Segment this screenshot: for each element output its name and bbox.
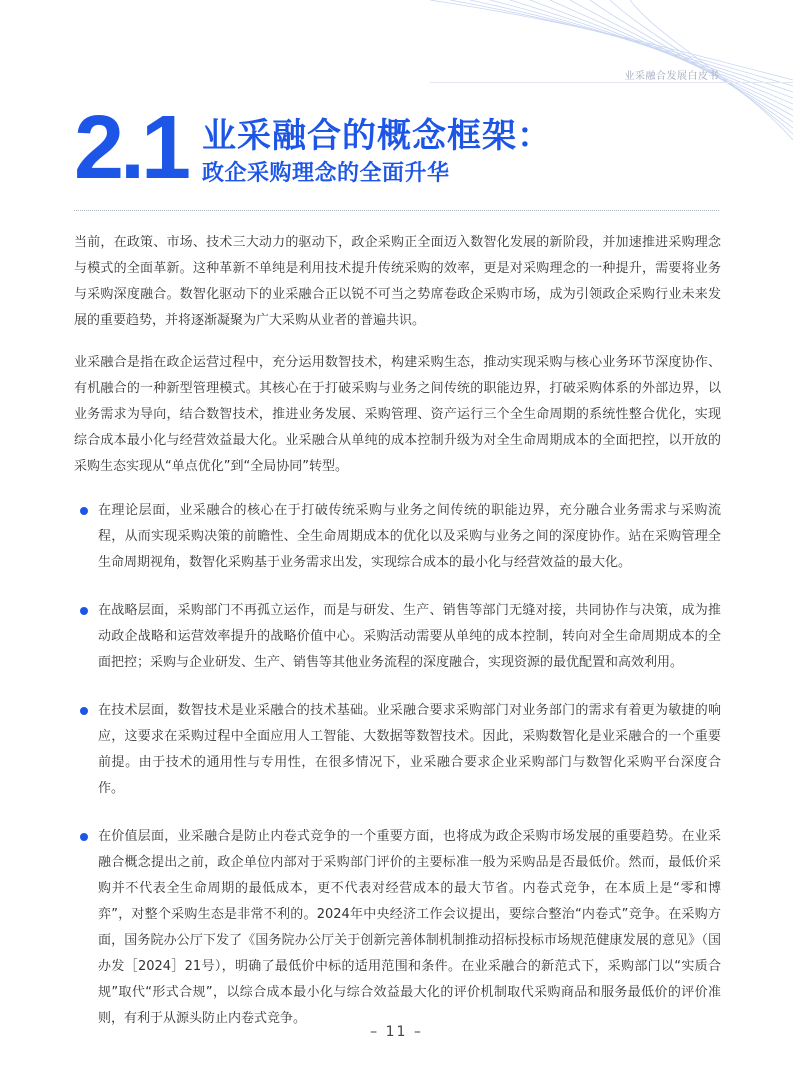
body-text [74,230,721,1054]
bullet-item-theory [74,498,721,576]
chapter-subtitle: 政企采购理念的全面升华 [202,161,450,186]
bullet-text: 在技术层面，数智技术是业采融合的技术基础。业采融合要求采购部门对业务部门的需求有着更为敏捷的响应，这要求在采购过程中全面应用人工智能、大数据等数智技术。因此，采购数智化是业采融合的一个重要前提。由于技术的通用性与专用性，在很多情况下，业采融合要求企业采购部门与数智化采购平台深度合作。 [98,703,721,796]
paragraph-intro: 当前，在政策、市场、技术三大动力的驱动下，政企采购正全面迈入数智化发展的新阶段，并加速推进采购理念与模式的全面革新。这种革新不单纯是利用技术提升传统采购的效率，更是对采购理念的一种提升，需要将业务与采购深度融合。数智化驱动下的业采融合正以锐不可当之势席卷政企采购市场，成为引领政企采购行业未来发展的重要趋势，并将逐渐凝聚为广大采购从业者的普遍共识。 [74,235,721,328]
bullet-dot-icon [80,833,88,841]
chapter-number: 2.1 [74,98,188,198]
chapter-title: 业采融合的概念框架： [202,116,552,156]
bullet-item-technology [74,698,721,802]
bullet-dot-icon [80,707,88,715]
running-header: 业采融合发展白皮书 [624,71,719,82]
bullet-text: 在价值层面，业采融合是防止内卷式竞争的一个重要方面，也将成为政企采购市场发展的重要趋势。在业采融合概念提出之前，政企单位内部对于采购部门评价的主要标准一般为采购品是否最低价。然而，最低价采购并不代表全生命周期的最低成本，更不代表对经营成本的最大节省。内卷式竞争，在本质上是“零和博弈”，对整个采购生态是非常不利的。2024年中央经济工作会议提出，要综合整治“内卷式”竞争。在采购方面，国务院办公厅下发了《国务院办公厅关于创新完善体制机制推动招标投标市场规范健康发展的意见》（国办发［2024］21号），明确了最低价中标的适用范围和条件。在业采融合的新范式下，采购部门以“实质合规”取代“形式合规”，以综合成本最小化与综合效益最大化的评价机制取代采购商品和服务最低价的评价准则，有利于从源头防止内卷式竞争。 [98,829,721,1026]
bullet-text: 在理论层面，业采融合的核心在于打破传统采购与业务之间传统的职能边界，充分融合业务需求与采购流程，从而实现采购决策的前瞻性、全生命周期成本的优化以及采购与业务之间的深度协作。站在采购管理全生命周期视角，数智化采购基于业务需求出发，实现综合成本的最小化与经营效益的最大化。 [98,503,721,570]
header-rule [430,82,793,83]
page-number: – 11 – [370,1024,423,1040]
bullet-list [74,498,721,1032]
bullet-item-strategy [74,598,721,676]
paragraph-definition: 业采融合是指在政企运营过程中，充分运用数智技术，构建采购生态，推动实现采购与核心业务环节深度协作、有机融合的一种新型管理模式。其核心在于打破采购与业务之间传统的职能边界，打破采购体系的外部边界，以业务需求为导向，结合数智技术，推进业务发展、采购管理、资产运行三个全生命周期的系统性整合优化，实现综合成本最小化与经营效益最大化。业采融合从单纯的成本控制升级为对全生命周期成本的全面把控，以开放的采购生态实现从“单点优化”到“全局协同”转型。 [74,355,721,474]
dotted-divider [74,210,719,211]
bullet-text: 在战略层面，采购部门不再孤立运作，而是与研发、生产、销售等部门无缝对接，共同协作与决策，成为推动政企战略和运营效率提升的战略价值中心。采购活动需要从单纯的成本控制，转向对全生命周期成本的全面把控；采购与企业研发、生产、销售等其他业务流程的深度融合，实现资源的最优配置和高效利用。 [98,603,721,670]
bullet-item-value [74,824,721,1032]
bullet-dot-icon [80,607,88,615]
bullet-dot-icon [80,507,88,515]
